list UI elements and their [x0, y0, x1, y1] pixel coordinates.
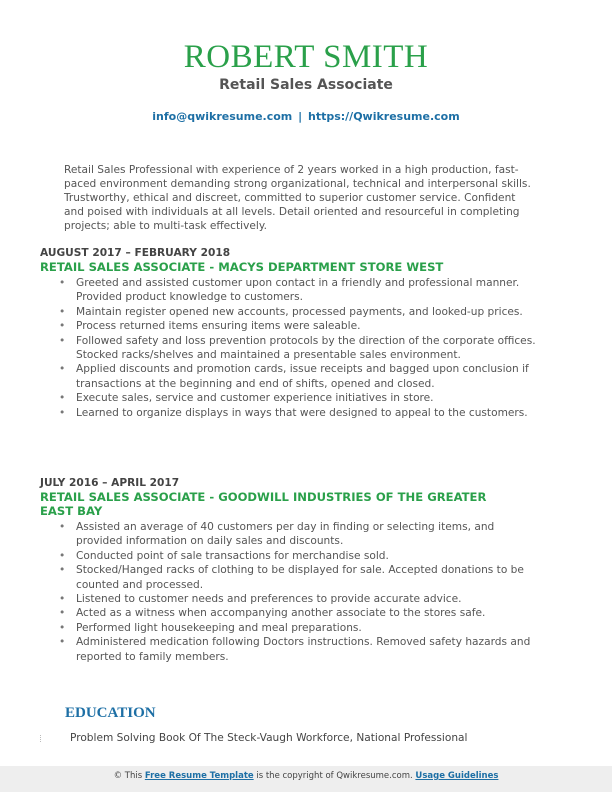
education-heading: EDUCATION	[65, 705, 156, 721]
contact-separator: |	[298, 110, 303, 123]
list-item: • Execute sales, service and customer experience initiatives in store.	[59, 392, 434, 405]
list-item: • Followed safety and loss prevention protocols by the direction of the corporate offices. Stocked racks/shelves and maintained a presentable sales environment.	[59, 334, 536, 362]
list-item: • Greeted and assisted customer upon contact in a friendly and professional manner. Provided product knowledge to customers.	[59, 277, 520, 304]
list-item: • Acted as a witness when accompanying another associate to the stores safe.	[59, 607, 486, 620]
bullet-icon: •	[59, 521, 66, 533]
list-item: • Administered medication following Doctors instructions. Removed safety hazards and reported to family members.	[59, 636, 531, 663]
list-item: • Stocked/Hanged racks of clothing to be displayed for sale. Accepted donations to be counted and processed.	[59, 564, 524, 591]
list-item: • Applied discounts and promotion cards, issue receipts and bagged upon conclusion if transactions at the beginning and end of shifts, opened and closed.	[59, 363, 529, 390]
bullet-icon: •	[59, 334, 66, 347]
bullet-icon: •	[59, 607, 66, 620]
email-link[interactable]: info@qwikresume.com	[152, 110, 293, 123]
experience-entry-2	[40, 476, 560, 664]
job-dates: JULY 2016 – APRIL 2017	[40, 477, 180, 489]
experience-entry-1	[40, 246, 560, 420]
footer-text	[0, 770, 612, 782]
candidate-name: ROBERT SMITH	[183, 39, 429, 75]
website-link[interactable]: https://Qwikresume.com	[307, 110, 460, 123]
usage-guidelines-link[interactable]: Usage Guidelines	[415, 771, 499, 781]
footer-copyright: is the copyright of Qwikresume.com.	[256, 771, 413, 781]
footer-prefix: © This	[113, 771, 143, 781]
summary-paragraph: Retail Sales Professional with experience of 2 years worked in a high production, fast-paced environment demanding strong organizational, technical and interpersonal skills. Trustworthy, ethical and discreet, committed to superior customer service. Confident and poised with individuals at all levels. Detail oriented and resourceful in completing projects; able to multi-task effectively.	[64, 164, 531, 232]
job-dates: AUGUST 2017 – FEBRUARY 2018	[40, 247, 231, 259]
list-item: • Conducted point of sale transactions for merchandise sold.	[59, 549, 389, 562]
education-marker	[40, 735, 44, 742]
list-item: • Process returned items ensuring items were saleable.	[59, 320, 361, 333]
bullet-icon: •	[59, 305, 66, 318]
bullet-icon: •	[59, 549, 66, 562]
bullet-icon: •	[59, 277, 66, 289]
free-resume-template-link[interactable]: Free Resume Template	[144, 771, 254, 781]
bullet-icon: •	[59, 636, 66, 649]
candidate-title: Retail Sales Associate	[219, 77, 393, 93]
bullet-icon: •	[59, 621, 66, 634]
job-title: RETAIL SALES ASSOCIATE - MACYS DEPARTMENT STORE WEST	[40, 260, 444, 274]
job-bullets	[40, 520, 560, 664]
list-item: • Listened to customer needs and preferences to provide accurate advice.	[59, 593, 462, 606]
list-item: • Maintain register opened new accounts, processed payments, and looked-up prices.	[59, 305, 523, 318]
education-entry: Problem Solving Book Of The Steck-Vaugh Workforce, National Professional	[70, 732, 468, 744]
job-title: RETAIL SALES ASSOCIATE - GOODWILL INDUSTRIES OF THE GREATER EAST BAY	[40, 490, 487, 518]
bullet-icon: •	[59, 593, 66, 606]
contact-line	[0, 110, 612, 124]
bullet-icon: •	[59, 320, 66, 333]
bullet-icon: •	[59, 363, 66, 376]
list-item: • Performed light housekeeping and meal preparations.	[59, 621, 362, 634]
bullet-icon: •	[59, 564, 66, 577]
bullet-icon: •	[59, 406, 66, 419]
list-item: • Learned to organize displays in ways that were designed to appeal to the customers.	[59, 406, 528, 419]
job-bullets	[40, 276, 560, 420]
list-item: • Assisted an average of 40 customers per day in finding or selecting items, and provided information on daily sales and discounts.	[59, 521, 495, 548]
bullet-icon: •	[59, 392, 66, 405]
